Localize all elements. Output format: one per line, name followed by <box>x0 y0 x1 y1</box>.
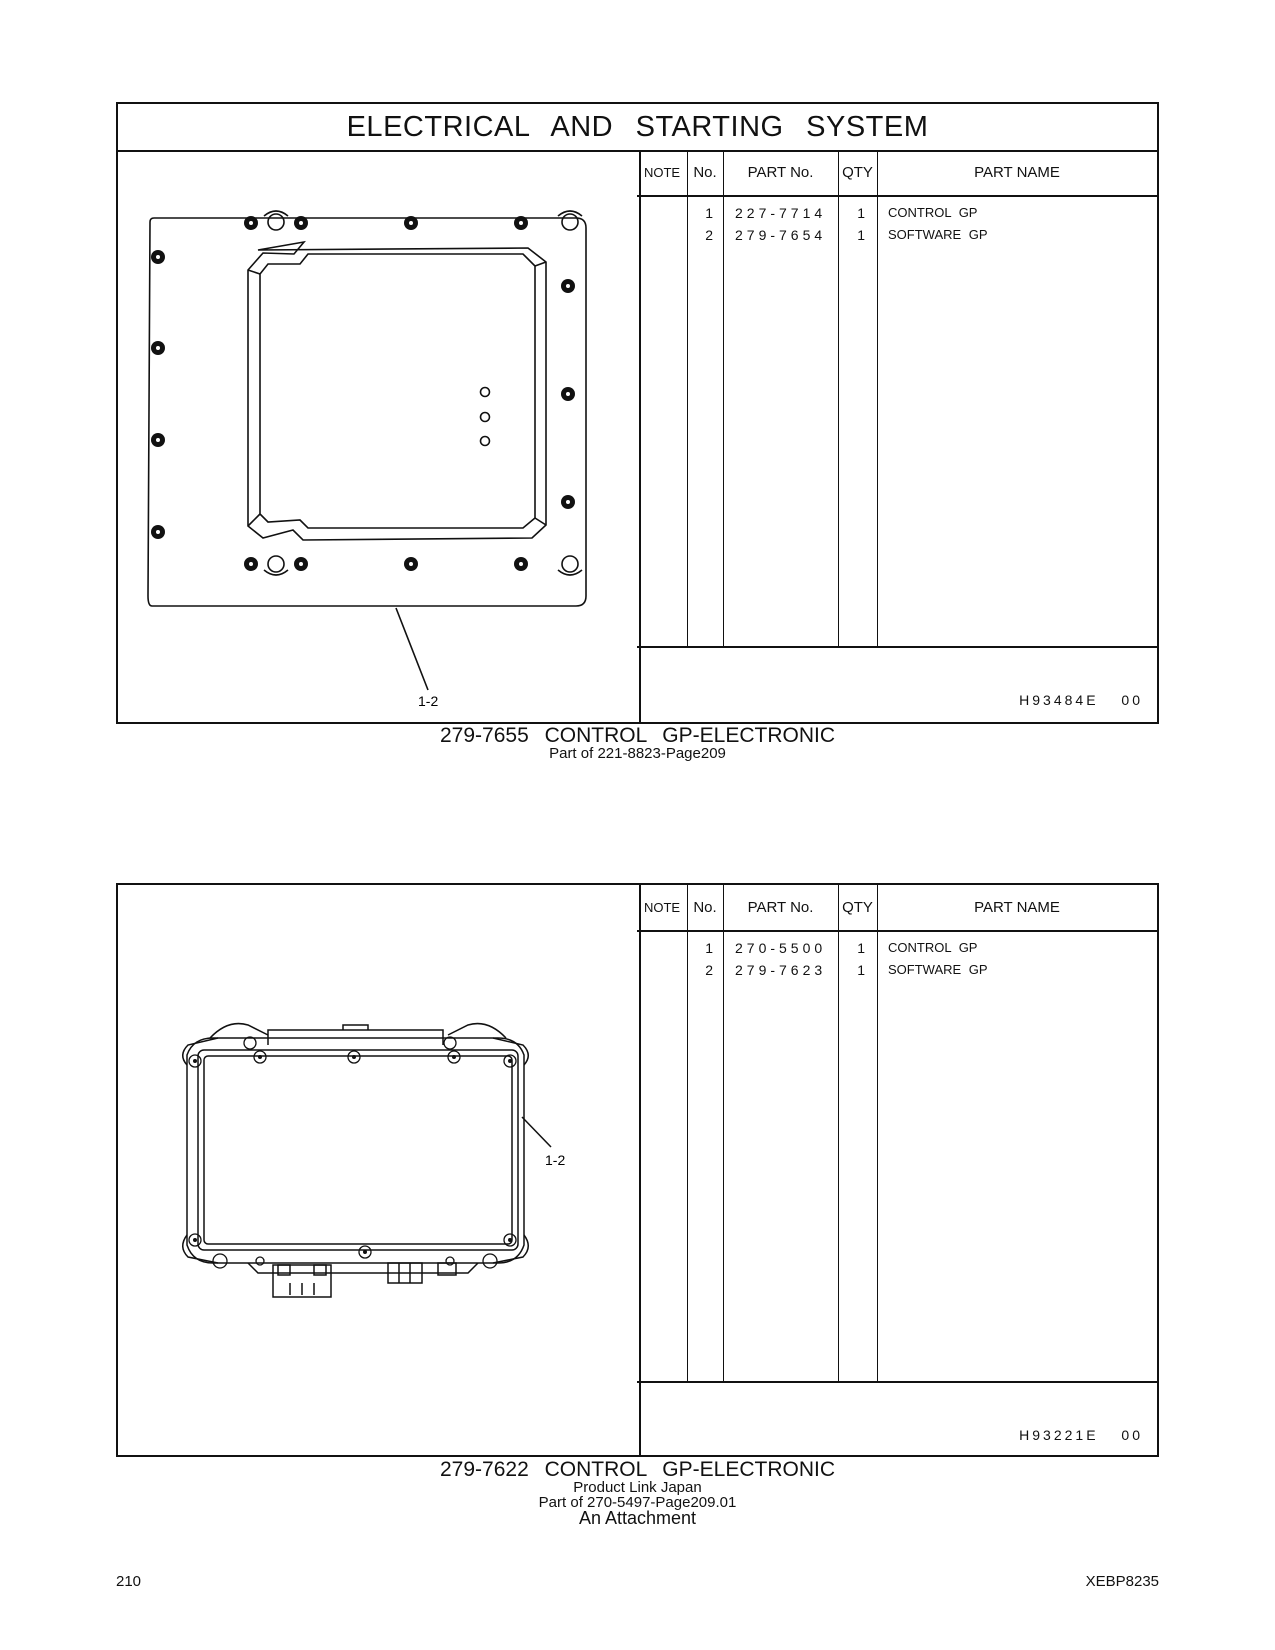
caption-title: 279-7655 CONTROL GP-ELECTRONIC <box>440 724 835 747</box>
row-no: 2 <box>705 227 713 243</box>
table-row <box>637 224 1157 246</box>
header-part-name: PART NAME <box>974 899 1060 916</box>
illustration-2 <box>118 885 641 1455</box>
table-row <box>637 937 1157 959</box>
caption-subline: Part of 270-5497-Page209.01 <box>538 1494 737 1511</box>
header-note: NOTE <box>643 165 681 180</box>
table-header <box>637 150 1157 197</box>
page-number: 210 <box>116 1573 142 1590</box>
callout-label: 1-2 <box>545 1152 566 1168</box>
row-part-no: 279-7623 <box>735 962 827 978</box>
caption-subline: An Attachment <box>578 1508 697 1528</box>
group-caption-2 <box>0 1458 1275 1529</box>
header-qty: QTY <box>842 899 873 916</box>
row-part-name: SOFTWARE GP <box>888 227 988 242</box>
row-qty: 1 <box>857 205 865 221</box>
table-header <box>637 885 1157 932</box>
header-no: No. <box>693 164 717 181</box>
header-no: No. <box>693 899 717 916</box>
row-part-no: 270-5500 <box>735 940 827 956</box>
control-module-drawing-2 <box>118 885 639 1455</box>
header-part-no: PART No. <box>747 899 814 916</box>
illustration-code: H93484E 00 <box>1019 692 1143 708</box>
illustration-1 <box>118 150 641 722</box>
control-module-drawing-1 <box>118 150 639 724</box>
header-part-no: PART No. <box>747 164 814 181</box>
row-qty: 1 <box>857 940 865 956</box>
row-part-name: CONTROL GP <box>888 205 978 220</box>
row-qty: 1 <box>857 962 865 978</box>
table-bottom-rule <box>637 1381 1157 1383</box>
row-no: 1 <box>705 205 713 221</box>
row-no: 1 <box>705 940 713 956</box>
group-caption-1 <box>0 724 1275 762</box>
caption-title: 279-7622 CONTROL GP-ELECTRONIC <box>440 1458 835 1481</box>
table-row <box>637 959 1157 981</box>
header-part-name: PART NAME <box>974 164 1060 181</box>
row-qty: 1 <box>857 227 865 243</box>
table-bottom-rule <box>637 646 1157 648</box>
section-title: ELECTRICAL AND STARTING SYSTEM <box>118 104 1157 152</box>
row-part-no: 227-7714 <box>735 205 827 221</box>
callout-label: 1-2 <box>418 693 439 709</box>
row-part-name: CONTROL GP <box>888 940 978 955</box>
document-code: XEBP8235 <box>1085 1573 1159 1590</box>
illustration-code: H93221E 00 <box>1019 1427 1143 1443</box>
row-no: 2 <box>705 962 713 978</box>
row-part-no: 279-7654 <box>735 227 827 243</box>
parts-panel-2 <box>116 883 1159 1457</box>
parts-table-1 <box>637 150 1157 722</box>
caption-subline: Part of 221-8823-Page209 <box>549 745 726 762</box>
table-row <box>637 202 1157 224</box>
caption-subline: Product Link Japan <box>573 1479 702 1496</box>
header-note: NOTE <box>643 900 681 915</box>
parts-table-2 <box>637 885 1157 1455</box>
parts-panel-1 <box>116 102 1159 724</box>
row-part-name: SOFTWARE GP <box>888 962 988 977</box>
header-qty: QTY <box>842 164 873 181</box>
